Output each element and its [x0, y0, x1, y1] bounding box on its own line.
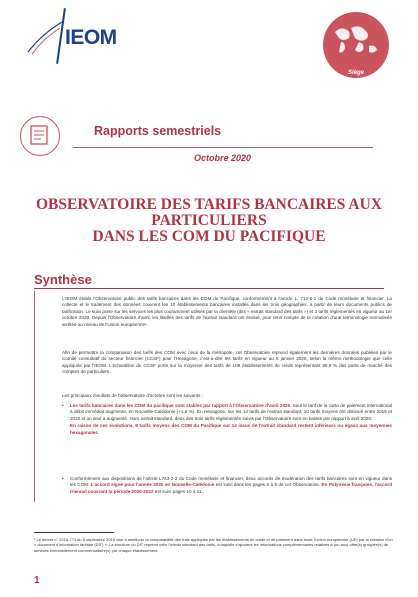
paragraph-1: L'IEOM établit l'Observatoire public des tarifs bancaires dans les COM du Pacifique, conformément à l'article L. 712-5-1 du Code monétaire et financier. La collecte et le traitement des données couvrent les 10 établissements bancaires installés dans les trois géographies, à partir de leurs documents publics de tarification. Le suivi porte sur les services les plus couramment utilisés par la clientèle (dits « extrait standard des tarifs ») et 3 tarifs réglementés en vigueur au 1er octobre 2020. Depuis l'Observatoire d'avril, les libellés des tarifs de l'extrait standard ont évolué, pour tenir compte de la création d'une terminologie normalisée arrêtée au niveau de l'Union européenne¹. — [62, 296, 392, 327]
ieom-logo: IEOM — [65, 26, 117, 49]
page-number: 1 — [34, 575, 40, 586]
paragraph-3: Les principaux résultats de l'observatoire d'octobre sont les suivants : — [62, 393, 203, 398]
bullet-2-bold-1: L'accord signé pour l'année 2020 en Nouvelle-Calédonie — [90, 482, 215, 488]
main-title — [0, 197, 418, 245]
logo-graphic-icon — [22, 14, 64, 58]
section-side-bar — [34, 291, 35, 502]
main-title-line2: PARTICULIERS — [151, 212, 267, 229]
bullet-2-bold-2: En Polynésie française, l'accord triennal couvrant la période 2020-2022 — [70, 482, 393, 494]
bullet-2-text: Conformément aux dispositions de l'article L743-2-2 du Code monétaire et financier, deux accords de modération des tarifs bancaires sont en vigueur dans les COM. — [70, 476, 392, 488]
document-icon — [28, 124, 50, 146]
bullet-1-text: Seul le tarif de la carte de paiement international à débit immédiat augmente, en Nouvelle-Calédonie (+1,6 %). En Hexagone, sur les 14 tarifs de l'extrait standard, 10 tarifs moyens ont diminué entre 2019 et 2020 et un seul a augmenté. Hors extrait standard, deux des trois tarifs réglementés suivis par l'Observatoire sont en baisse par rapport à avril 2020. — [70, 403, 392, 421]
section-divider — [34, 288, 384, 289]
section-heading-synthese: Synthèse — [34, 272, 92, 287]
header-divider — [73, 147, 373, 148]
world-map-icon — [331, 22, 381, 60]
footnote: ¹ Le décret n° 2018-774 du 5 septembre 2018 vise à améliorer la comparabilité des frais appliqués par les établissements de crédit et de paiement dans toute l'Union européenne (UE) par la création d'un « document d'information tarifaire (DIT) ». La structure du DIT reprend celle l'extrait standard des tarifs, à laquelle s'ajoutent les informations complémentaires relatives à (ou aux) offre(s) groupée(s) de services éventuellement commercialisée(s) par chaque établissement. — [34, 537, 393, 553]
footnote-divider — [34, 532, 114, 533]
bullet-2-text-2: est suivi dans les pages 6 à 9 de cet Observatoire. — [214, 482, 322, 488]
bullet-1-conclusion: En raison de ces évolutions, 8 tarifs moyens des COM du Pacifique sur 14 issus de l'extrait standard restent inférieurs ou égaux aux moyennes hexagonales. — [70, 423, 392, 435]
report-type-title: Rapports semestriels — [94, 124, 222, 138]
results-bullet-2 — [62, 476, 392, 495]
results-bullet-1 — [62, 403, 392, 436]
badge-label: Siège — [347, 70, 364, 76]
main-title-line3: DANS LES COM DU PACIFIQUE — [92, 228, 326, 245]
main-title-line1: OBSERVATOIRE DES TARIFS BANCAIRES AUX — [35, 196, 382, 213]
paragraph-2: Afin de permettre la comparaison des tarifs des COM avec ceux de la métropole, cet Observatoire reprend également les dernières données publiées par le Comité consultatif du secteur financier (CCSF) pour l'Hexagone, c'est-à-dire les tarifs en vigueur au 5 janvier 2020, selon la même méthodologie que celle appliquée par l'IEOM. L'échantillon du CCSF porte sur la moyenne des tarifs de 109 établissements de crédit représentant 98,8 % des parts de marché des comptes de particuliers. — [62, 350, 392, 375]
bullet-1-bold: Les tarifs bancaires dans les COM du pacifique sont stables par rapport à l'Observatoire d'avril 2020. — [70, 403, 292, 408]
report-date: Octobre 2020 — [194, 153, 252, 163]
bullet-2-text-3: est suivi pages 10 à 11. — [153, 488, 203, 494]
